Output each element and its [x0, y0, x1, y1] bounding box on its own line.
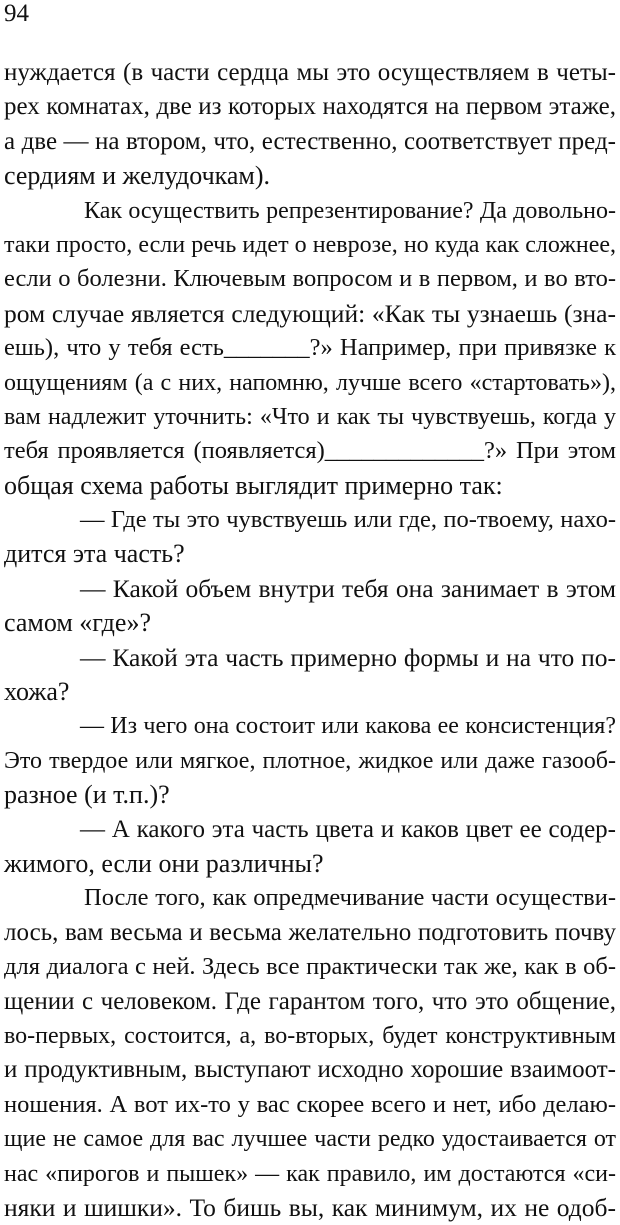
text-line: хожа?	[4, 677, 70, 707]
text-line: и продуктивным, выступают исходно хорошие взаимоот-	[4, 1056, 616, 1084]
text-line: жимого, если они различны?	[4, 848, 324, 878]
text-line: няки и шишки». То бишь вы, как минимум, их не одоб-	[4, 1192, 616, 1222]
text-line: щие не самое для вас лучшее части редко удостаивается от	[4, 1126, 616, 1153]
text-line: для диалога с ней. Здесь все практически так же, как в об-	[4, 953, 616, 981]
text-line: тебя проявляется (появляется)_____________?» При этом	[4, 437, 616, 465]
text-line: Как осуществить репрезентирование? Да довольно-	[84, 197, 616, 224]
text-line: — Какой эта часть примерно формы и на что по-	[80, 642, 616, 672]
text-line: самом «где»?	[4, 608, 151, 638]
text-line: ешь), что у тебя есть_______?» Например, при привязке к	[4, 334, 616, 362]
text-line: — А какого эта часть цвета и каков цвет ее содер-	[80, 815, 616, 843]
text-line: ощущениям (а с них, напомню, лучше всего «стартовать»),	[4, 369, 616, 396]
page-number: 94	[4, 0, 29, 27]
body-text	[4, 56, 616, 1225]
text-line: дится эта часть?	[4, 539, 185, 569]
text-line: сердиям и желудочкам).	[4, 161, 271, 191]
text-line: щении с человеком. Где гарантом того, что это общение,	[4, 987, 616, 1015]
text-line: нас «пирогов и пышек» — как правило, им достаются «си-	[4, 1160, 616, 1187]
text-line: — Из чего она состоит или какова ее консистенция?	[80, 713, 616, 740]
text-line: — Какой объем внутри тебя она занимает в этом	[80, 573, 616, 603]
text-line: рех комнатах, две из которых находятся на первом этаже,	[4, 93, 616, 121]
text-line: общая схема работы выглядит примерно так:	[4, 470, 503, 500]
text-line: во-первых, состоится, а, во-вторых, будет конструктивным	[4, 1022, 616, 1049]
text-line: — Где ты это чувствуешь или где, по-твоему, нахо-	[80, 506, 616, 534]
text-line: нуждается (в части сердца мы это осуществляем в четы-	[4, 59, 616, 86]
text-line: После того, как опредмечивание части осуществи-	[84, 884, 616, 912]
text-line: вам надлежит уточнить: «Что и как ты чувствуешь, когда у	[4, 403, 616, 430]
text-line: ром случае является следующий: «Как ты узнаешь (зна-	[4, 298, 616, 328]
text-line: лось, вам весьма и весьма желательно подготовить почву	[4, 918, 616, 946]
text-line: разное (и т.п.)?	[4, 780, 170, 810]
text-line: Это твердое или мягкое, плотное, жидкое или даже газооб-	[4, 747, 616, 774]
text-line: ношения. А вот их-то у вас скорее всего и нет, ибо делаю-	[4, 1090, 616, 1118]
text-line: а две — на втором, что, естественно, соответствует пред-	[4, 127, 616, 155]
text-line: таки просто, если речь идет о неврозе, но куда как сложнее,	[4, 231, 616, 258]
text-line: если о болезни. Ключевым вопросом и в первом, и во вто-	[4, 265, 616, 293]
